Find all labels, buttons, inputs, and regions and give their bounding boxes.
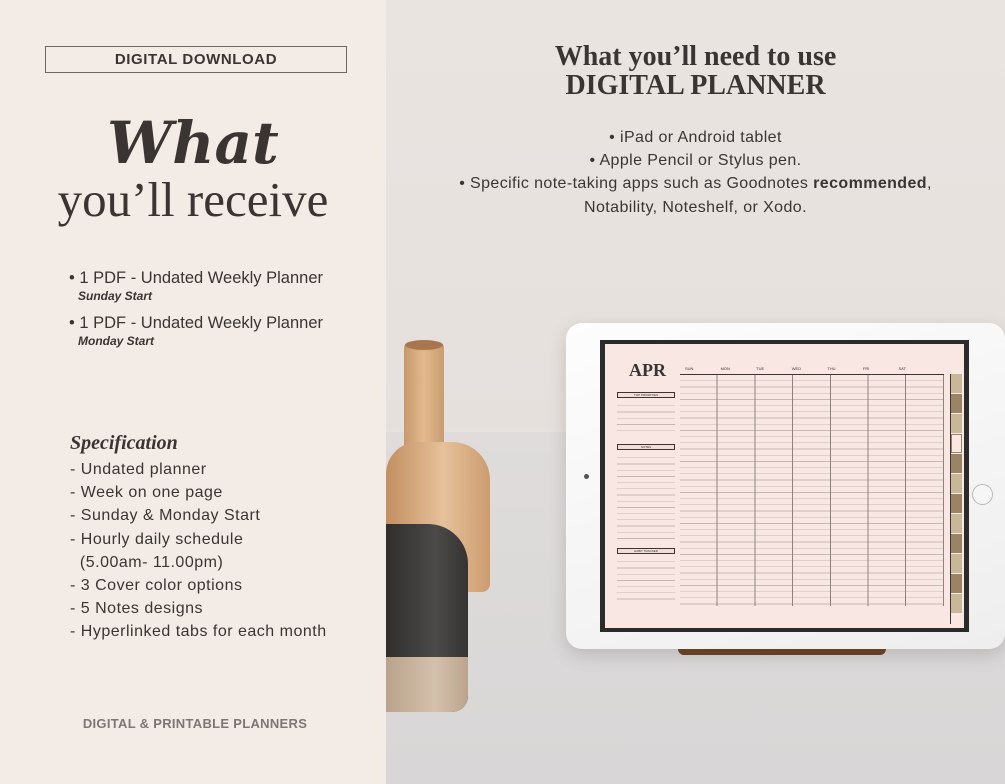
heading-receive: you’ll receive — [57, 172, 329, 227]
title-line-1: What you’ll need to use — [554, 41, 837, 72]
weekday-label: TUE — [756, 366, 765, 371]
item-subtitle: Monday Start — [78, 334, 155, 348]
requirement-item: • iPad or Android tablet — [609, 129, 782, 146]
weekday-label: WED — [791, 366, 802, 371]
spec-line: - 5 Notes designs — [70, 600, 204, 618]
weekday-header — [685, 366, 934, 371]
wooden-vase-opening — [405, 340, 443, 350]
spec-line: - 3 Cover color options — [70, 577, 243, 595]
notes-header: NOTES — [617, 444, 675, 450]
weekly-hour-grid — [680, 374, 944, 606]
planner-page — [605, 344, 964, 628]
list-item — [69, 313, 323, 348]
specification-list — [70, 458, 327, 644]
ceramic-cup — [386, 524, 468, 712]
requirement-item: Notability, Noteshelf, or Xodo. — [584, 198, 807, 216]
habit-grid — [617, 556, 675, 600]
month-tabs[interactable] — [951, 374, 962, 624]
priorities-header: TOP PRIORITIES — [617, 392, 675, 398]
month-tab[interactable] — [951, 574, 962, 593]
spec-line: (5.00am- 11.00pm) — [70, 553, 224, 571]
requirement-item — [386, 172, 1005, 195]
item-title: • 1 PDF - Undated Weekly Planner — [69, 314, 324, 332]
digital-download-badge: DIGITAL DOWNLOAD — [45, 46, 347, 73]
receive-list — [69, 268, 323, 358]
weekday-label: MON — [720, 366, 730, 371]
month-tab[interactable] — [951, 554, 962, 573]
habit-header: HABIT TRACKER — [617, 548, 675, 554]
item-title: • 1 PDF - Undated Weekly Planner — [69, 269, 324, 287]
tab-divider — [950, 374, 951, 624]
spec-line: - Undated planner — [70, 461, 207, 478]
requirement-text: , — [926, 175, 932, 193]
camera-icon — [584, 474, 589, 479]
month-tab[interactable] — [951, 494, 962, 513]
month-tab[interactable] — [951, 374, 962, 393]
spec-line: - Hyperlinked tabs for each month — [70, 623, 327, 641]
footer-brand: DIGITAL & PRINTABLE PLANNERS — [82, 716, 308, 731]
tablet-screen — [600, 340, 969, 632]
month-tab[interactable] — [951, 394, 962, 413]
planner-month: APR — [629, 360, 666, 380]
specification-heading: Specification — [70, 432, 178, 454]
month-tab[interactable] — [951, 454, 962, 473]
requirement-text: • Specific note-taking apps such as Goodnotes — [459, 175, 814, 193]
priorities-lines — [617, 400, 675, 436]
month-tab[interactable] — [951, 514, 962, 533]
weekday-label: THU — [827, 366, 836, 371]
heading-what: What — [107, 109, 279, 177]
title-line-2: DIGITAL PLANNER — [565, 70, 826, 101]
spec-line: - Week on one page — [70, 484, 223, 502]
weekday-label: SUN — [685, 366, 694, 371]
month-tab[interactable] — [951, 474, 962, 493]
requirements-list — [386, 126, 1005, 219]
home-button-icon — [972, 484, 993, 505]
requirement-item: • Apple Pencil or Stylus pen. — [589, 152, 802, 170]
item-subtitle: Sunday Start — [78, 289, 153, 303]
spec-line: - Sunday & Monday Start — [70, 507, 261, 525]
list-item — [69, 268, 323, 303]
notes-lines — [617, 452, 675, 544]
month-tab[interactable] — [951, 594, 962, 613]
recommended-emphasis: recommended — [813, 175, 927, 193]
spec-line: - Hourly daily schedule — [70, 530, 244, 548]
weekday-label: SAT — [898, 366, 906, 371]
month-tab[interactable] — [951, 534, 962, 553]
cup-base — [386, 657, 468, 712]
month-tab-active[interactable] — [951, 434, 962, 453]
requirements-title — [386, 42, 1005, 100]
left-panel — [0, 0, 386, 784]
month-tab[interactable] — [951, 414, 962, 433]
weekday-label: FRI — [862, 366, 870, 371]
